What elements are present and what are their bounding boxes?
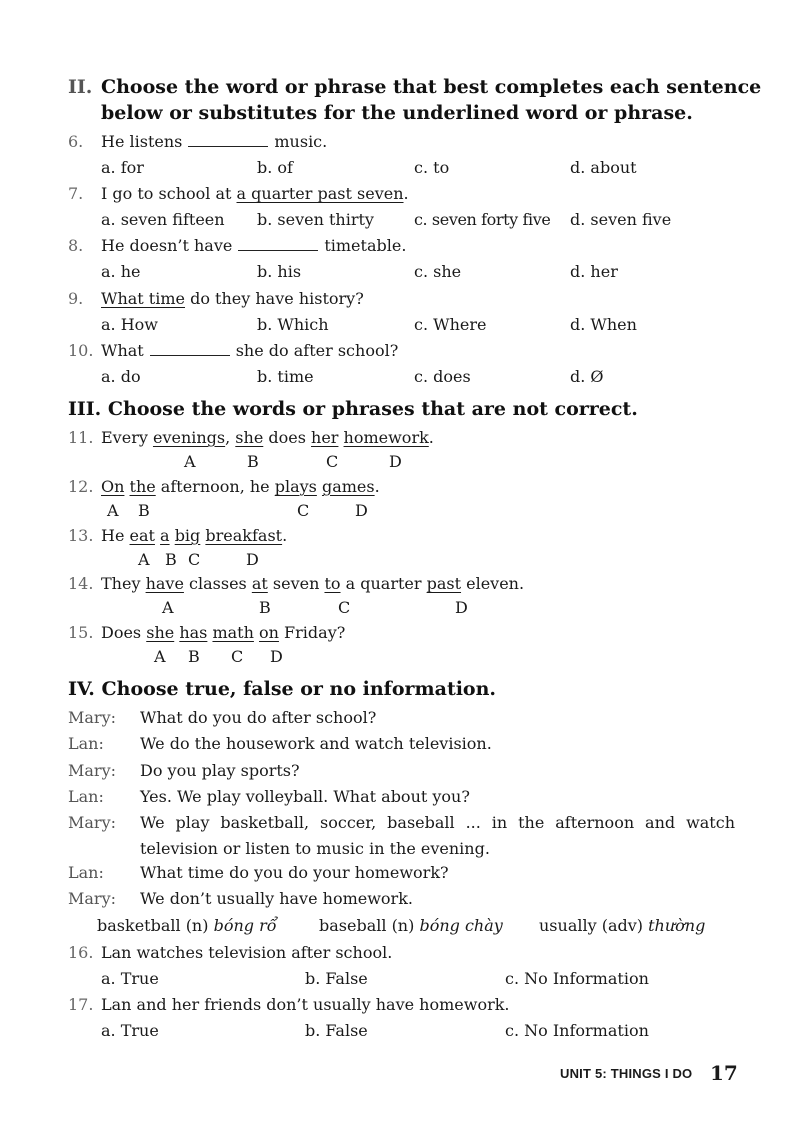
dialogue-line: We play basketball, soccer, baseball ... in the afternoon and watch television or listen to music in the evening. bbox=[140, 813, 735, 858]
question-number: 10. bbox=[68, 341, 94, 360]
question-text: . bbox=[282, 526, 288, 545]
question-text: Does bbox=[101, 623, 147, 642]
question-number: 13. bbox=[68, 526, 94, 545]
footer-unit-title: UNIT 5: THINGS I DO bbox=[560, 1066, 693, 1081]
section-3-heading: III. Choose the words or phrases that are not correct. bbox=[68, 398, 638, 420]
question-text: a quarter bbox=[340, 574, 427, 593]
option-a: a. How bbox=[101, 315, 158, 334]
question-7 bbox=[68, 183, 409, 205]
section-2-numeral: II. bbox=[68, 76, 93, 98]
vocab-word: baseball (n) bbox=[319, 916, 415, 935]
option-c: c. No Information bbox=[505, 969, 649, 988]
label-a: A bbox=[162, 598, 174, 617]
question-13 bbox=[68, 525, 287, 547]
question-number: 12. bbox=[68, 477, 94, 496]
speaker-label: Lan: bbox=[68, 787, 104, 806]
speaker-label: Lan: bbox=[68, 863, 104, 882]
dialogue-line: What time do you do your homework? bbox=[140, 863, 449, 882]
option-a: a. seven fifteen bbox=[101, 210, 225, 229]
option-d: d. about bbox=[570, 158, 637, 177]
question-6 bbox=[68, 131, 327, 153]
underlined-a: eat bbox=[129, 526, 155, 545]
underlined-a: she bbox=[146, 623, 175, 642]
section-2-title-line2: below or substitutes for the underlined word or phrase. bbox=[101, 102, 693, 124]
option-c: c. she bbox=[414, 262, 462, 281]
option-d: d. her bbox=[570, 262, 618, 281]
page-number: 17 bbox=[710, 1061, 738, 1085]
underlined-c: plays bbox=[274, 477, 317, 496]
dialogue-line: We do the housework and watch television. bbox=[140, 734, 492, 753]
question-text: she do after school? bbox=[235, 341, 399, 360]
dialogue-line: What do you do after school? bbox=[140, 708, 377, 727]
vocab-meaning: thường bbox=[648, 916, 706, 935]
question-text: Every bbox=[101, 428, 153, 447]
speaker-label: Lan: bbox=[68, 734, 104, 753]
underlined-b: she bbox=[235, 428, 264, 447]
option-a: a. he bbox=[101, 262, 141, 281]
label-d: D bbox=[389, 452, 402, 471]
section-4-heading: IV. Choose true, false or no information. bbox=[68, 678, 497, 700]
label-d: D bbox=[246, 550, 259, 569]
label-b: B bbox=[259, 598, 271, 617]
option-c: c. does bbox=[414, 367, 471, 386]
question-10 bbox=[68, 340, 398, 362]
dialogue-line: Do you play sports? bbox=[140, 761, 300, 780]
label-a: A bbox=[154, 647, 166, 666]
question-number: 6. bbox=[68, 132, 84, 151]
underlined-a: have bbox=[145, 574, 184, 593]
option-b: b. his bbox=[257, 262, 302, 281]
question-number: 16. bbox=[68, 943, 94, 962]
underlined-b: a bbox=[160, 526, 170, 545]
question-number: 7. bbox=[68, 184, 84, 203]
vocab-item bbox=[319, 915, 503, 937]
underlined-phrase: What time bbox=[101, 289, 185, 308]
underlined-c: math bbox=[212, 623, 254, 642]
vocab-item bbox=[97, 915, 277, 937]
option-b: b. Which bbox=[257, 315, 329, 334]
dialogue-line: We don’t usually have homework. bbox=[140, 889, 413, 908]
speaker-label: Mary: bbox=[68, 708, 116, 727]
option-b: b. of bbox=[257, 158, 293, 177]
underlined-c: her bbox=[311, 428, 339, 447]
vocab-word: basketball (n) bbox=[97, 916, 209, 935]
vocab-meaning: bóng chày bbox=[419, 916, 503, 935]
question-16 bbox=[68, 942, 392, 964]
label-d: D bbox=[355, 501, 368, 520]
underlined-b: the bbox=[129, 477, 156, 496]
question-8 bbox=[68, 235, 406, 257]
question-number: 8. bbox=[68, 236, 84, 255]
question-text: Friday? bbox=[278, 623, 346, 642]
question-text: seven bbox=[267, 574, 325, 593]
label-b: B bbox=[138, 501, 150, 520]
dialogue-line: Yes. We play volleyball. What about you? bbox=[140, 787, 470, 806]
question-number: 17. bbox=[68, 995, 94, 1014]
question-text: What bbox=[101, 341, 144, 360]
option-c: c. seven forty five bbox=[414, 210, 551, 229]
question-number: 11. bbox=[68, 428, 94, 447]
question-text: . bbox=[374, 477, 380, 496]
question-text: music. bbox=[274, 132, 328, 151]
vocab-word: usually (adv) bbox=[539, 916, 644, 935]
section-2-heading bbox=[68, 74, 761, 100]
vocab-meaning: bóng rổ bbox=[213, 916, 277, 935]
section-2-title-line1: Choose the word or phrase that best completes each sentence bbox=[101, 76, 762, 98]
label-b: B bbox=[188, 647, 200, 666]
label-a: A bbox=[138, 550, 150, 569]
question-number: 14. bbox=[68, 574, 94, 593]
option-b: b. False bbox=[305, 1021, 368, 1040]
option-a: a. True bbox=[101, 1021, 159, 1040]
answer-blank bbox=[150, 341, 230, 356]
question-text: They bbox=[101, 574, 146, 593]
question-text: Lan watches television after school. bbox=[101, 943, 393, 962]
vocab-item bbox=[539, 915, 705, 937]
label-c: C bbox=[188, 550, 201, 569]
question-14 bbox=[68, 573, 524, 595]
option-a: a. True bbox=[101, 969, 159, 988]
label-c: C bbox=[297, 501, 310, 520]
option-b: b. time bbox=[257, 367, 314, 386]
underlined-phrase: a quarter past seven bbox=[236, 184, 404, 203]
underlined-d: homework bbox=[343, 428, 429, 447]
underlined-a: On bbox=[101, 477, 125, 496]
option-c: c. No Information bbox=[505, 1021, 649, 1040]
question-number: 15. bbox=[68, 623, 94, 642]
label-b: B bbox=[165, 550, 177, 569]
underlined-b: at bbox=[251, 574, 268, 593]
option-b: b. False bbox=[305, 969, 368, 988]
option-d: d. When bbox=[570, 315, 637, 334]
label-c: C bbox=[231, 647, 244, 666]
underlined-d: games bbox=[321, 477, 375, 496]
underlined-d: on bbox=[259, 623, 279, 642]
label-a: A bbox=[107, 501, 119, 520]
question-text: . bbox=[403, 184, 409, 203]
question-text: afternoon, he bbox=[155, 477, 275, 496]
question-text: He listens bbox=[101, 132, 183, 151]
answer-blank bbox=[188, 132, 268, 147]
answer-blank bbox=[238, 236, 318, 251]
speaker-label: Mary: bbox=[68, 813, 116, 832]
question-text: Lan and her friends don’t usually have homework. bbox=[101, 995, 510, 1014]
label-d: D bbox=[455, 598, 468, 617]
underlined-c: big bbox=[174, 526, 201, 545]
option-d: d. Ø bbox=[570, 367, 604, 386]
label-a: A bbox=[184, 452, 196, 471]
option-a: a. for bbox=[101, 158, 144, 177]
question-15 bbox=[68, 622, 345, 644]
underlined-c: to bbox=[324, 574, 341, 593]
question-9 bbox=[68, 288, 364, 310]
option-a: a. do bbox=[101, 367, 141, 386]
underlined-a: evenings bbox=[152, 428, 226, 447]
question-text: does bbox=[263, 428, 312, 447]
underlined-b: has bbox=[179, 623, 208, 642]
question-12 bbox=[68, 476, 380, 498]
question-text: do they have history? bbox=[185, 289, 364, 308]
option-c: c. Where bbox=[414, 315, 487, 334]
label-c: C bbox=[338, 598, 351, 617]
question-text: timetable. bbox=[324, 236, 407, 255]
question-text: classes bbox=[183, 574, 252, 593]
question-text: . bbox=[428, 428, 434, 447]
question-text: eleven. bbox=[461, 574, 525, 593]
question-text: , bbox=[225, 428, 236, 447]
label-d: D bbox=[270, 647, 283, 666]
question-text: He doesn’t have bbox=[101, 236, 233, 255]
question-text: He bbox=[101, 526, 130, 545]
question-text: I go to school at bbox=[101, 184, 237, 203]
option-c: c. to bbox=[414, 158, 450, 177]
speaker-label: Mary: bbox=[68, 889, 116, 908]
question-17 bbox=[68, 994, 510, 1016]
underlined-d: breakfast bbox=[205, 526, 283, 545]
question-11 bbox=[68, 427, 434, 449]
label-c: C bbox=[326, 452, 339, 471]
option-b: b. seven thirty bbox=[257, 210, 374, 229]
question-number: 9. bbox=[68, 289, 84, 308]
option-d: d. seven five bbox=[570, 210, 672, 229]
label-b: B bbox=[247, 452, 259, 471]
speaker-label: Mary: bbox=[68, 761, 116, 780]
underlined-d: past bbox=[426, 574, 462, 593]
